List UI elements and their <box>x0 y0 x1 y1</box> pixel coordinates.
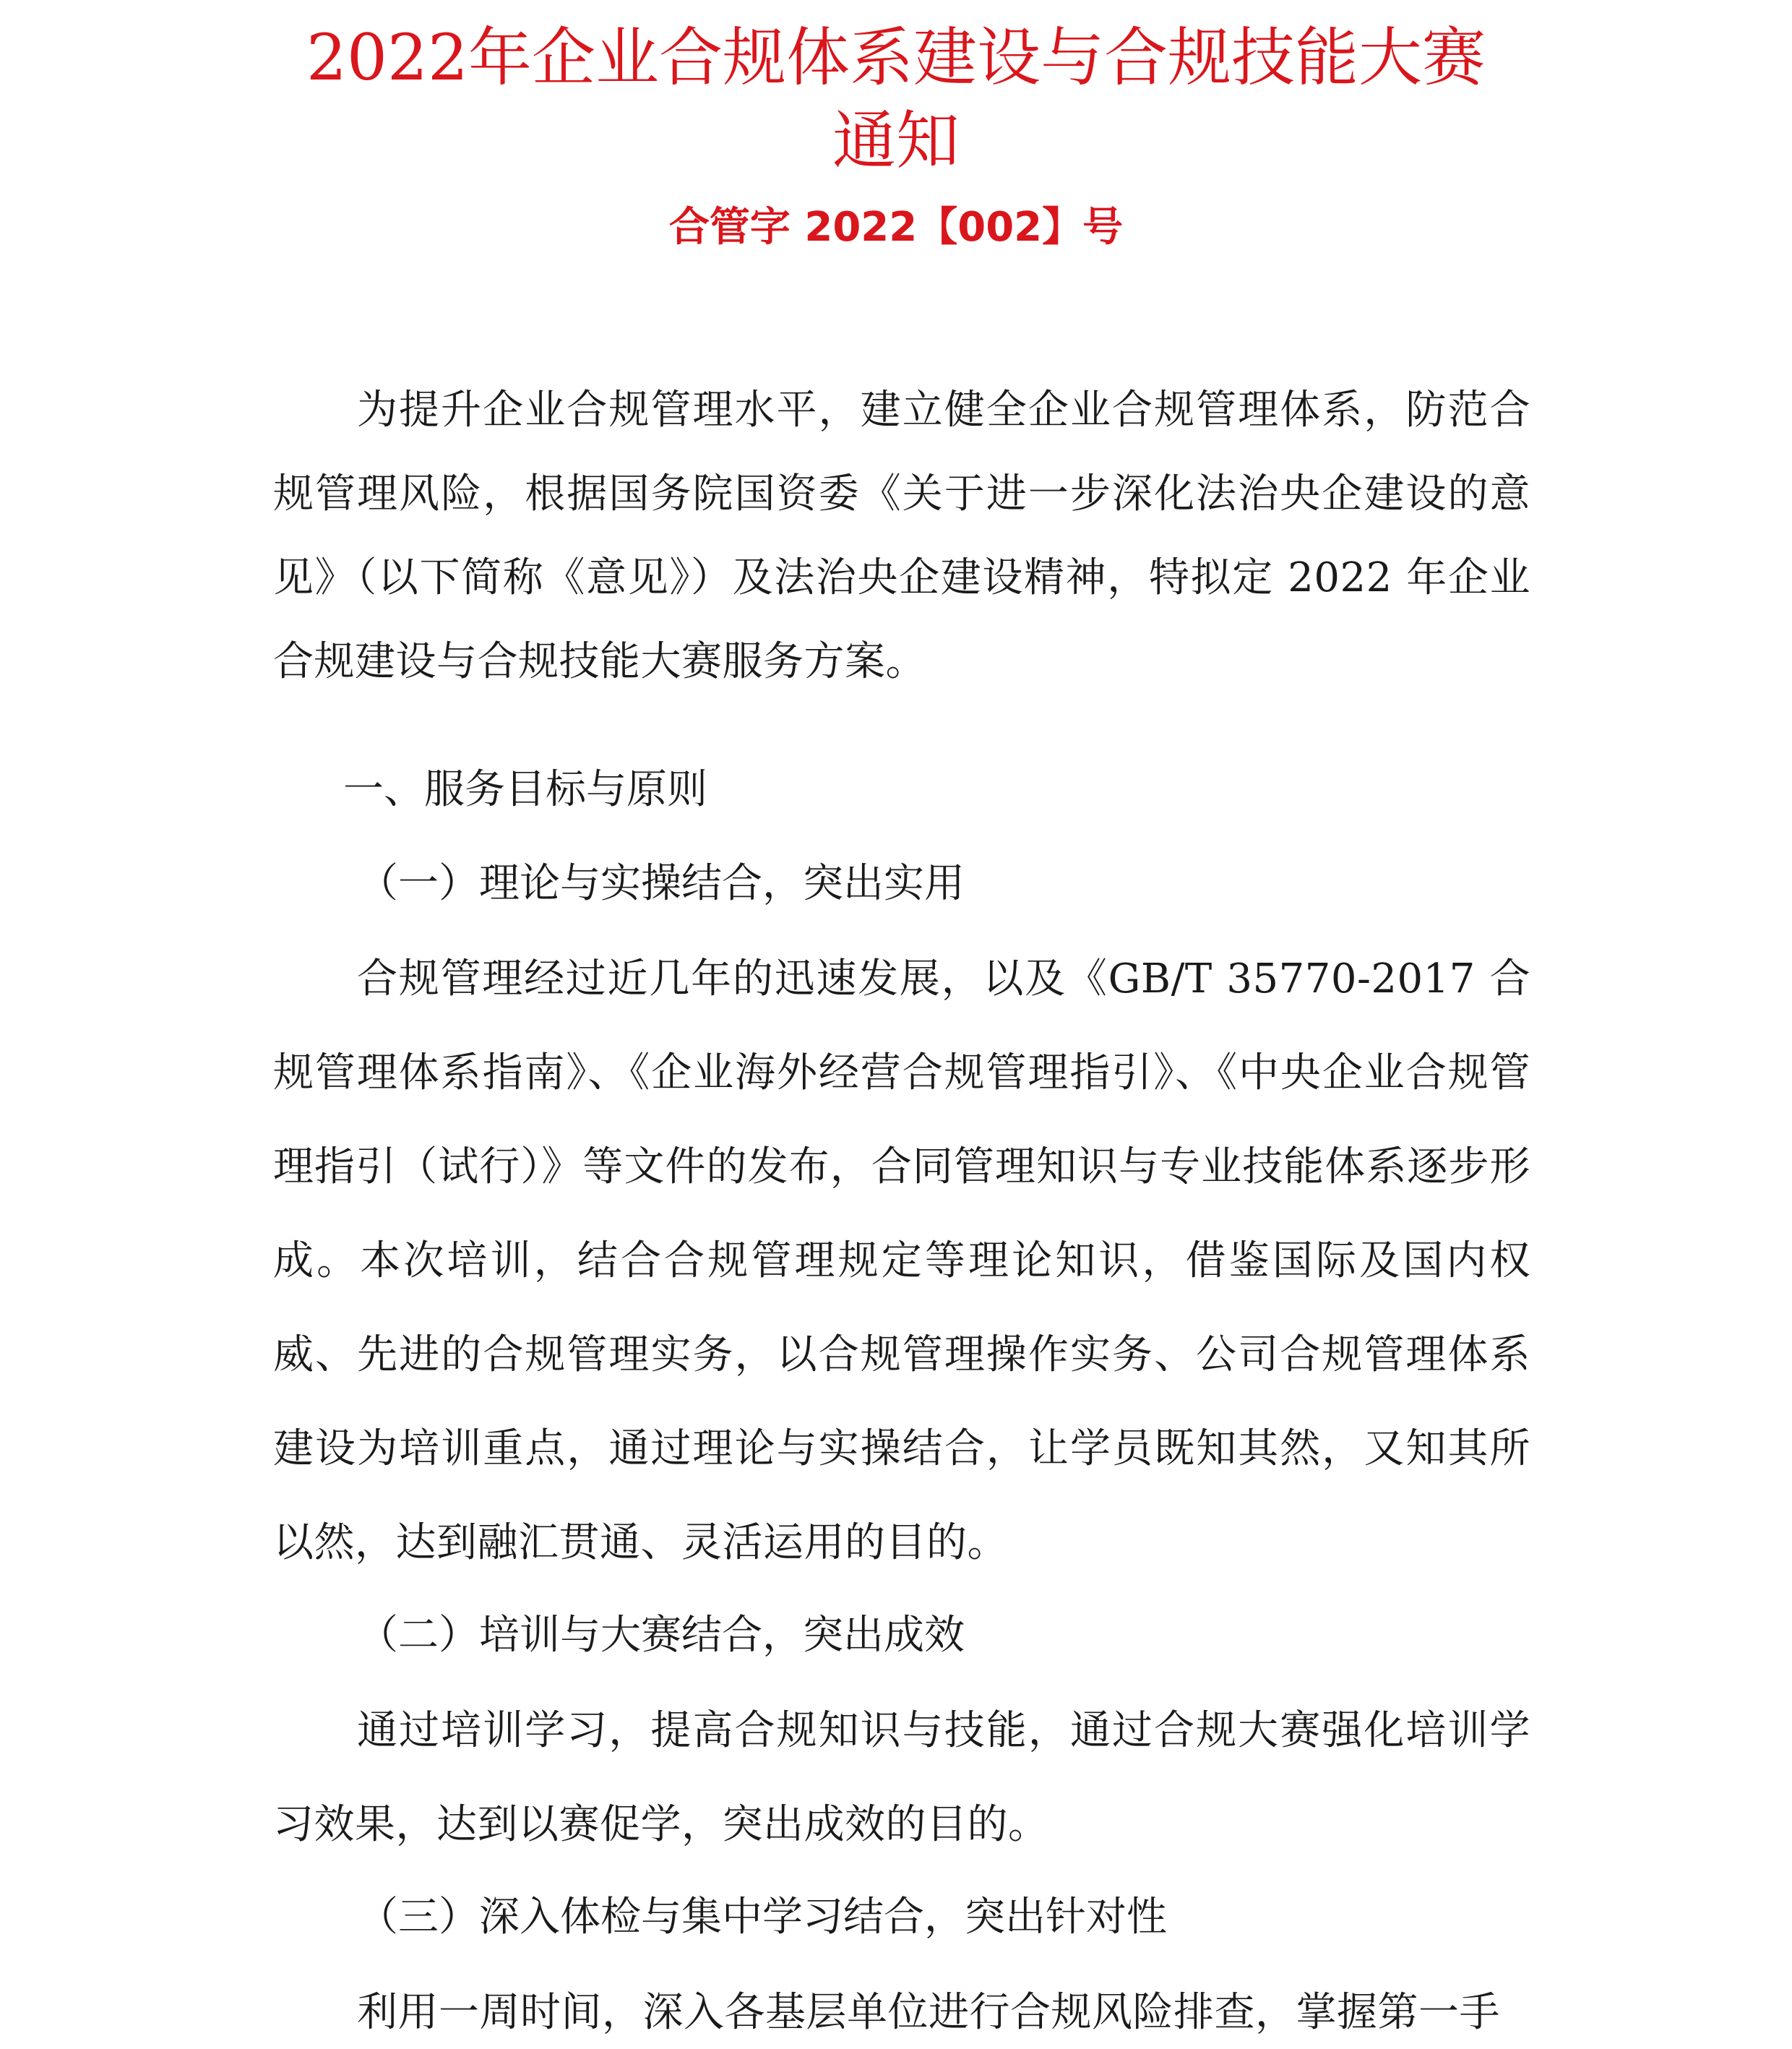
subsection-heading-1: （一）理论与实操结合，突出实用 <box>358 860 965 907</box>
document-title-line1: 2022年企业合规体系建设与合规技能大赛 <box>306 20 1486 95</box>
intro-paragraph: 为提升企业合规管理水平，建立健全企业合规管理体系，防范合规管理风险，根据国务院国资委《关于进一步深化法治央企建设的意见》（以下简称《意见》）及法治央企建设精神，特拟定 2022 年企业合规建设与合规技能大赛服务方案。 <box>273 387 1530 685</box>
subsection-paragraph-1: 合规管理经过近几年的迅速发展，以及《GB/T 35770-2017 合规管理体系指南》、《企业海外经营合规管理指引》、《中央企业合规管理指引（试行）》等文件的发布，合同管理知识与专业技能体系逐步形成。本次培训，结合合规管理规定等理论知识，借鉴国际及国内权威、先进的合规管理实务，以合规管理操作实务、公司合规管理体系建设为培训重点，通过理论与实操结合，让学员既知其然，又知其所以然，达到融汇贯通、灵活运用的目的。 <box>273 955 1530 1566</box>
section-heading-1: 一、服务目标与原则 <box>343 766 707 813</box>
subsection-paragraph-3: 利用一周时间，深入各基层单位进行合规风险排查，掌握第一手 <box>357 1989 1500 2036</box>
subsection-heading-3: （三）深入体检与集中学习结合，突出针对性 <box>358 1894 1167 1941</box>
subsection-paragraph-2: 通过培训学习，提高合规知识与技能，通过合规大赛强化培训学习效果，达到以赛促学，突出成效的目的。 <box>273 1707 1530 1848</box>
subsection-heading-2: （二）培训与大赛结合，突出成效 <box>358 1612 965 1659</box>
document-number: 合管字 2022【002】号 <box>668 204 1124 251</box>
document-title-line2: 通知 <box>832 103 960 178</box>
